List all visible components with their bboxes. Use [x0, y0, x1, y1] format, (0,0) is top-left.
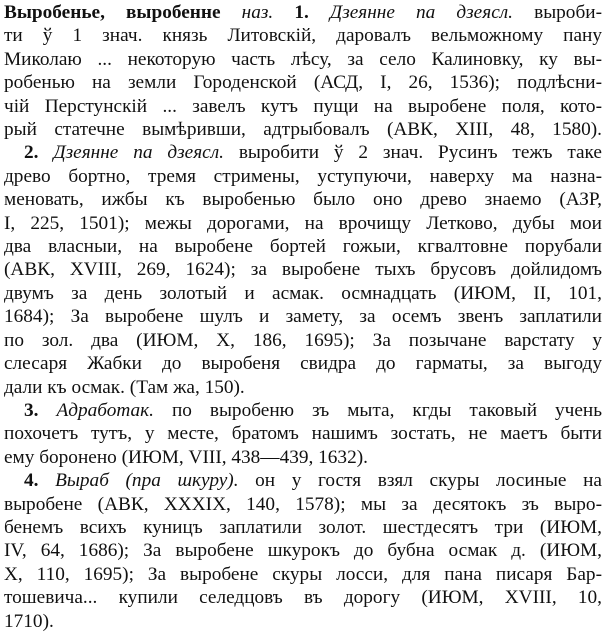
sense-definition: Выраб (пра шкуру). — [55, 470, 239, 492]
sense-definition: Дзеянне па дзеясл. — [329, 2, 513, 23]
entry-line: тошевича... купили селедцовъ въ дорогу (ИЮМ, XVIII, 10, — [4, 587, 602, 609]
entry-line — [4, 399, 602, 422]
entry-line: дали къ осмак. (Там жа, 150). — [4, 376, 245, 398]
entry-line — [4, 469, 602, 492]
entry-line: чій Перстунскій ... завелъ кутъ пущи на выробене поля, кото- — [4, 95, 602, 117]
entry-line: по зол. два (ИЮМ, X, 186, 1695); За позычане варстату у — [4, 329, 602, 351]
headword: Выробенье, выробенне — [4, 2, 221, 23]
sense-text: выробити ў 2 знач. Русинъ тежъ таке — [238, 142, 602, 164]
entry-line: похочетъ тутъ, у месте, братомъ нашимъ зостать, не маетъ быти — [4, 423, 602, 445]
entry-line: 1684); За выробене шулъ и замету, за осемъ звенъ заплатили — [4, 306, 602, 328]
part-of-speech: наз. — [241, 2, 274, 23]
sense-4 — [4, 469, 602, 633]
sense-text: он у гостя взял скуры лосиные на — [255, 470, 602, 492]
sense-3 — [4, 399, 602, 469]
sense-definition: Адработак. — [56, 399, 154, 421]
entry-line: два власныи, на выробене бортей гожыи, кгвалтовне порубали — [4, 236, 602, 258]
entry-line: ему боронено (ИЮМ, VIII, 438—439, 1632). — [4, 446, 368, 468]
sense-number: 2. — [24, 142, 39, 164]
sense-number: 3. — [24, 399, 39, 421]
entry-line: (АВК, XVIII, 269, 1624); за выробене тыхъ брусовъ дойлидомъ — [4, 259, 602, 281]
sense-1 — [4, 1, 602, 141]
entry-line: выробене (АВК, XXXIX, 140, 1578); мы за десятокъ зъ выро- — [4, 493, 602, 515]
entry-line — [4, 141, 602, 164]
entry-line: древо бортно, тремя стримены, уступуючи, наверху ма назна- — [4, 165, 602, 187]
sense-2 — [4, 141, 602, 398]
entry-line: I, 225, 1501); межы дорогами, на врочищу Летково, дубы мои — [4, 212, 602, 234]
entry-line: робенью на земли Городенской (АСД, I, 26, 1536); подлѣсни- — [4, 72, 602, 94]
entry-line: IV, 64, 1686); За выробене шкурокъ до бубна осмак д. (ИЮМ, — [4, 540, 602, 562]
sense-number: 4. — [24, 470, 39, 492]
entry-line: Миколаю ... некоторую часть лѣсу, за село Калиновку, ку вы- — [4, 48, 602, 70]
entry-line: бенемъ всихъ куницъ заплатили золот. шестдесятъ три (ИЮМ, — [4, 516, 602, 538]
sense-definition: Дзеянне па дзеясл. — [53, 142, 224, 164]
entry-line: рый статечне вымѣривши, адтрыбовалъ (АВК, XIII, 48, 1580). — [4, 119, 602, 141]
entry-line — [4, 1, 602, 24]
sense-number: 1. — [294, 2, 309, 23]
sense-text: выроби- — [534, 2, 602, 23]
entry-line: двумъ за день золотый и асмак. осмнадцать (ИЮМ, II, 101, — [4, 282, 602, 304]
dictionary-entry — [4, 0, 602, 633]
entry-line: X, 110, 1695); За выробене скуры лосси, для пана писаря Бар- — [4, 563, 602, 585]
entry-line: слесаря Жабки до выробеня свидра до гарматы, за выгоду — [4, 353, 602, 375]
entry-line: меновать, ижбы къ выробенью было оно древо знаемо (АЗР, — [4, 189, 602, 211]
entry-line: ти ў 1 знач. князь Литовскій, даровалъ вельможному пану — [4, 25, 602, 47]
sense-text: по выробеню зъ мыта, кгды таковый учень — [171, 399, 602, 421]
entry-line: 1710). — [4, 610, 54, 632]
